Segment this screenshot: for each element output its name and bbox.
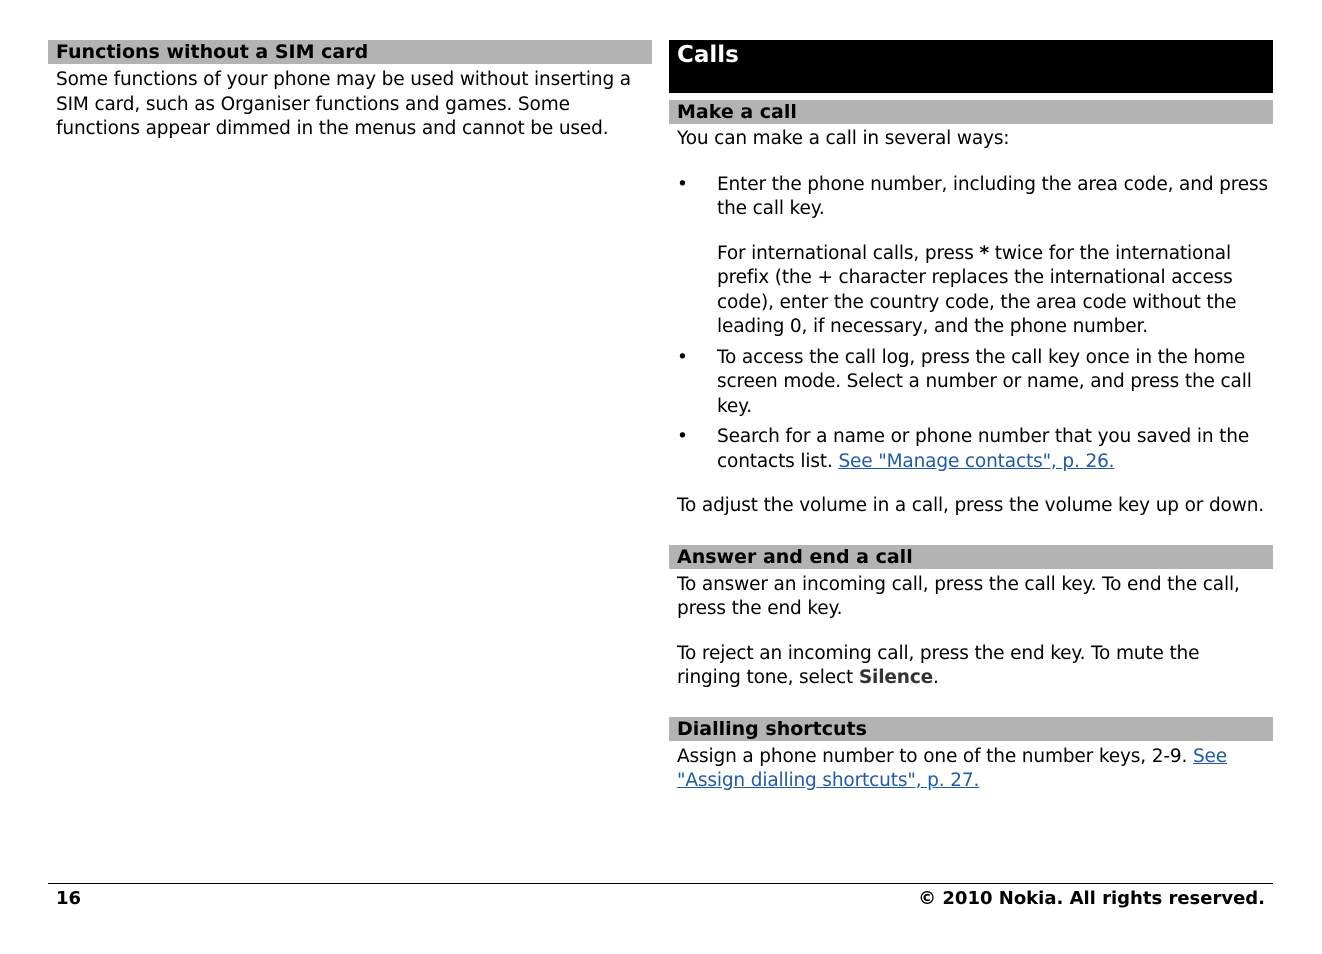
page-footer [48,883,1273,913]
note-text: twice for the international prefix (the + character replaces the international access code), enter the country code, the area code without the leading 0, if necessary, and the phone number. [717,242,1237,337]
silence-option: Silence [858,667,934,688]
dialling-text: Assign a phone number to one of the number keys, 2-9. [677,745,1193,767]
assign-dialling-shortcuts-link[interactable]: See "Assign dialling shortcuts", p. 27. [677,745,1228,791]
reject-text-end: . [933,667,939,688]
bullet-icon: • [677,173,688,195]
bullet-text: Enter the phone number, including the area code, and press the call key. [717,173,1268,219]
list-item [669,346,1273,420]
section-heading-dialling-shortcuts: Dialling shortcuts [669,717,1273,741]
reject-text: To reject an incoming call, press the end key. To mute the ringing tone, select [677,642,1200,688]
international-call-note [717,242,1269,340]
section-heading-make-a-call: Make a call [669,100,1273,124]
call-methods-list [669,173,1273,475]
bullet-icon: • [677,346,688,368]
dialling-paragraph [669,741,1273,794]
manage-contacts-link[interactable]: See "Manage contacts", p. 26. [838,450,1115,472]
paragraph-functions-without-sim: Some functions of your phone may be used without inserting a SIM card, such as Organiser functions and games. Some functions appear dimmed in the menus and cannot be used. [56,69,631,139]
bullet-icon: • [677,426,688,447]
left-column [48,40,652,142]
list-item [669,173,1273,340]
right-column [669,40,1273,794]
page-number: 16 [56,888,82,909]
copyright-notice: © 2010 Nokia. All rights reserved. [918,888,1265,909]
note-text: For international calls, press [717,242,980,264]
bullet-text: To access the call log, press the call key once in the home screen mode. Select a number or name, and press the call key. [717,346,1252,417]
list-item [669,425,1273,474]
answer-paragraph: To answer an incoming call, press the call key. To end the call, press the end key. [677,573,1240,619]
section-heading-functions-without-sim: Functions without a SIM card [48,40,652,64]
chapter-title: Calls [669,40,1273,93]
star-key: * [979,242,989,264]
make-call-intro: You can make a call in several ways: [677,128,1010,149]
bullet-text: Search for a name or phone number that you saved in the contacts list. [717,426,1250,472]
reject-paragraph [669,642,1273,691]
section-heading-answer-end-call: Answer and end a call [669,545,1273,569]
volume-paragraph: To adjust the volume in a call, press the volume key up or down. [677,495,1264,516]
